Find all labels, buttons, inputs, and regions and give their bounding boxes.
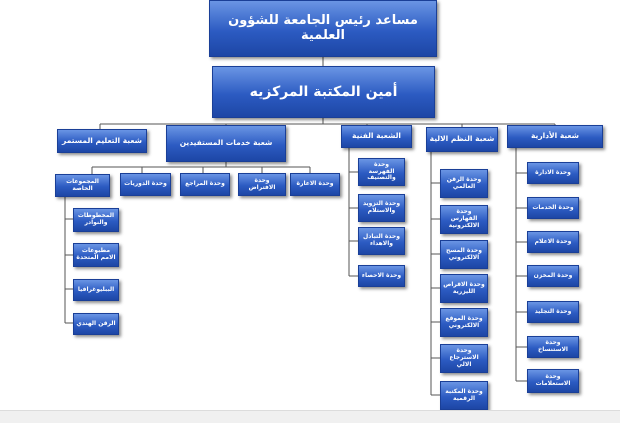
services-division-box xyxy=(166,125,286,162)
automation-unit-box xyxy=(440,274,488,303)
library-director-title: أمين المكتبة المركزيه xyxy=(249,83,398,100)
automation-unit-box xyxy=(440,344,488,373)
admin-unit-box xyxy=(527,162,579,184)
automation-division-title: شعبة النظم الالية xyxy=(429,134,495,144)
services-unit-label: وحدة المراجع xyxy=(185,180,225,188)
admin-unit-box xyxy=(527,265,579,287)
technical-unit-label: وحدة التزويد والاستلام xyxy=(362,200,401,214)
special-unit-label: الببليوغرافيا xyxy=(77,285,115,293)
admin-unit-box xyxy=(527,301,579,323)
special-unit-label: الرقن الهندي xyxy=(76,319,116,327)
admin-unit-label: وحدة التجليد xyxy=(534,307,572,315)
assistant-president-title: مساعد رئيس الجامعة للشؤون العلمية xyxy=(228,12,418,43)
special-unit-label: مطبوعات الامم المتحدة xyxy=(76,247,116,261)
admin-unit-label: وحدة المخزن xyxy=(533,271,573,279)
admin-unit-box xyxy=(527,197,579,219)
automation-unit-box xyxy=(440,205,488,234)
admin-division-title: شعبة الأدارية xyxy=(530,131,580,141)
admin-unit-label: وحدة الاعلام xyxy=(534,237,572,245)
special-collections-box xyxy=(55,174,110,197)
continuing-education-box xyxy=(57,129,147,153)
technical-unit-label: وحدة التبادل والاهداء xyxy=(363,233,400,247)
technical-division-box xyxy=(341,125,412,148)
special-unit-box xyxy=(73,243,119,267)
technical-unit-box xyxy=(358,265,405,287)
technical-unit-box xyxy=(358,227,405,255)
window-bottom-strip xyxy=(0,410,620,423)
special-unit-label: المخطوطات والنوادر xyxy=(77,212,115,226)
technical-unit-label: وحدة الاحصاء xyxy=(361,271,402,279)
automation-division-box xyxy=(426,127,498,152)
special-collections-title: المجموعات الخاصة xyxy=(66,177,99,192)
continuing-education-title: شعبة التعليم المستمر xyxy=(62,135,142,145)
services-unit-box xyxy=(290,173,340,196)
admin-unit-box xyxy=(527,369,579,393)
technical-unit-box xyxy=(358,158,405,186)
automation-unit-box xyxy=(440,381,488,410)
admin-unit-label: وحدة الاستنساخ xyxy=(537,339,568,353)
automation-unit-label: وحدة الرقن العالمي xyxy=(446,175,482,190)
automation-unit-label: وحدة الفهارس الالكترونية xyxy=(448,208,480,229)
admin-unit-label: وحدة الاستعلامات xyxy=(535,373,571,387)
technical-unit-label: وحدة الفهرسة والتصنيف xyxy=(367,160,396,182)
admin-unit-label: وحدة الادارة xyxy=(535,168,571,176)
automation-unit-box xyxy=(440,240,488,269)
special-unit-box xyxy=(73,313,119,335)
admin-unit-box xyxy=(527,336,579,358)
services-unit-box xyxy=(120,173,171,196)
services-unit-label: وحدة الدوريات xyxy=(124,180,167,188)
services-division-title: شعبة خدمات المستفيدين xyxy=(179,138,273,148)
admin-unit-box xyxy=(527,231,579,253)
special-unit-box xyxy=(73,279,119,301)
services-unit-label: وحدة الاعارة xyxy=(296,180,334,188)
admin-unit-label: وحدة الخدمات xyxy=(532,203,574,211)
automation-unit-box xyxy=(440,308,488,337)
technical-unit-box xyxy=(358,194,405,222)
automation-unit-label: وحدة المسح الالكتروني xyxy=(446,246,482,261)
assistant-president-box xyxy=(209,0,437,57)
services-unit-box xyxy=(238,173,286,196)
library-director-box xyxy=(212,66,435,118)
automation-unit-label: وحدة الموقع الالكتروني xyxy=(445,314,483,329)
automation-unit-label: وحدة الاقراص الليزرية xyxy=(443,280,485,295)
services-unit-box xyxy=(180,173,230,196)
automation-unit-label: وحدة الاسترجاع الالي xyxy=(449,347,479,368)
automation-unit-label: وحدة المكتبة الرقمية xyxy=(445,387,483,402)
admin-division-box xyxy=(507,125,603,148)
technical-division-title: الشعبة الفنية xyxy=(352,131,401,141)
automation-unit-box xyxy=(440,169,488,198)
special-unit-box xyxy=(73,208,119,232)
services-unit-label: وحدة الافتراض xyxy=(248,176,276,191)
